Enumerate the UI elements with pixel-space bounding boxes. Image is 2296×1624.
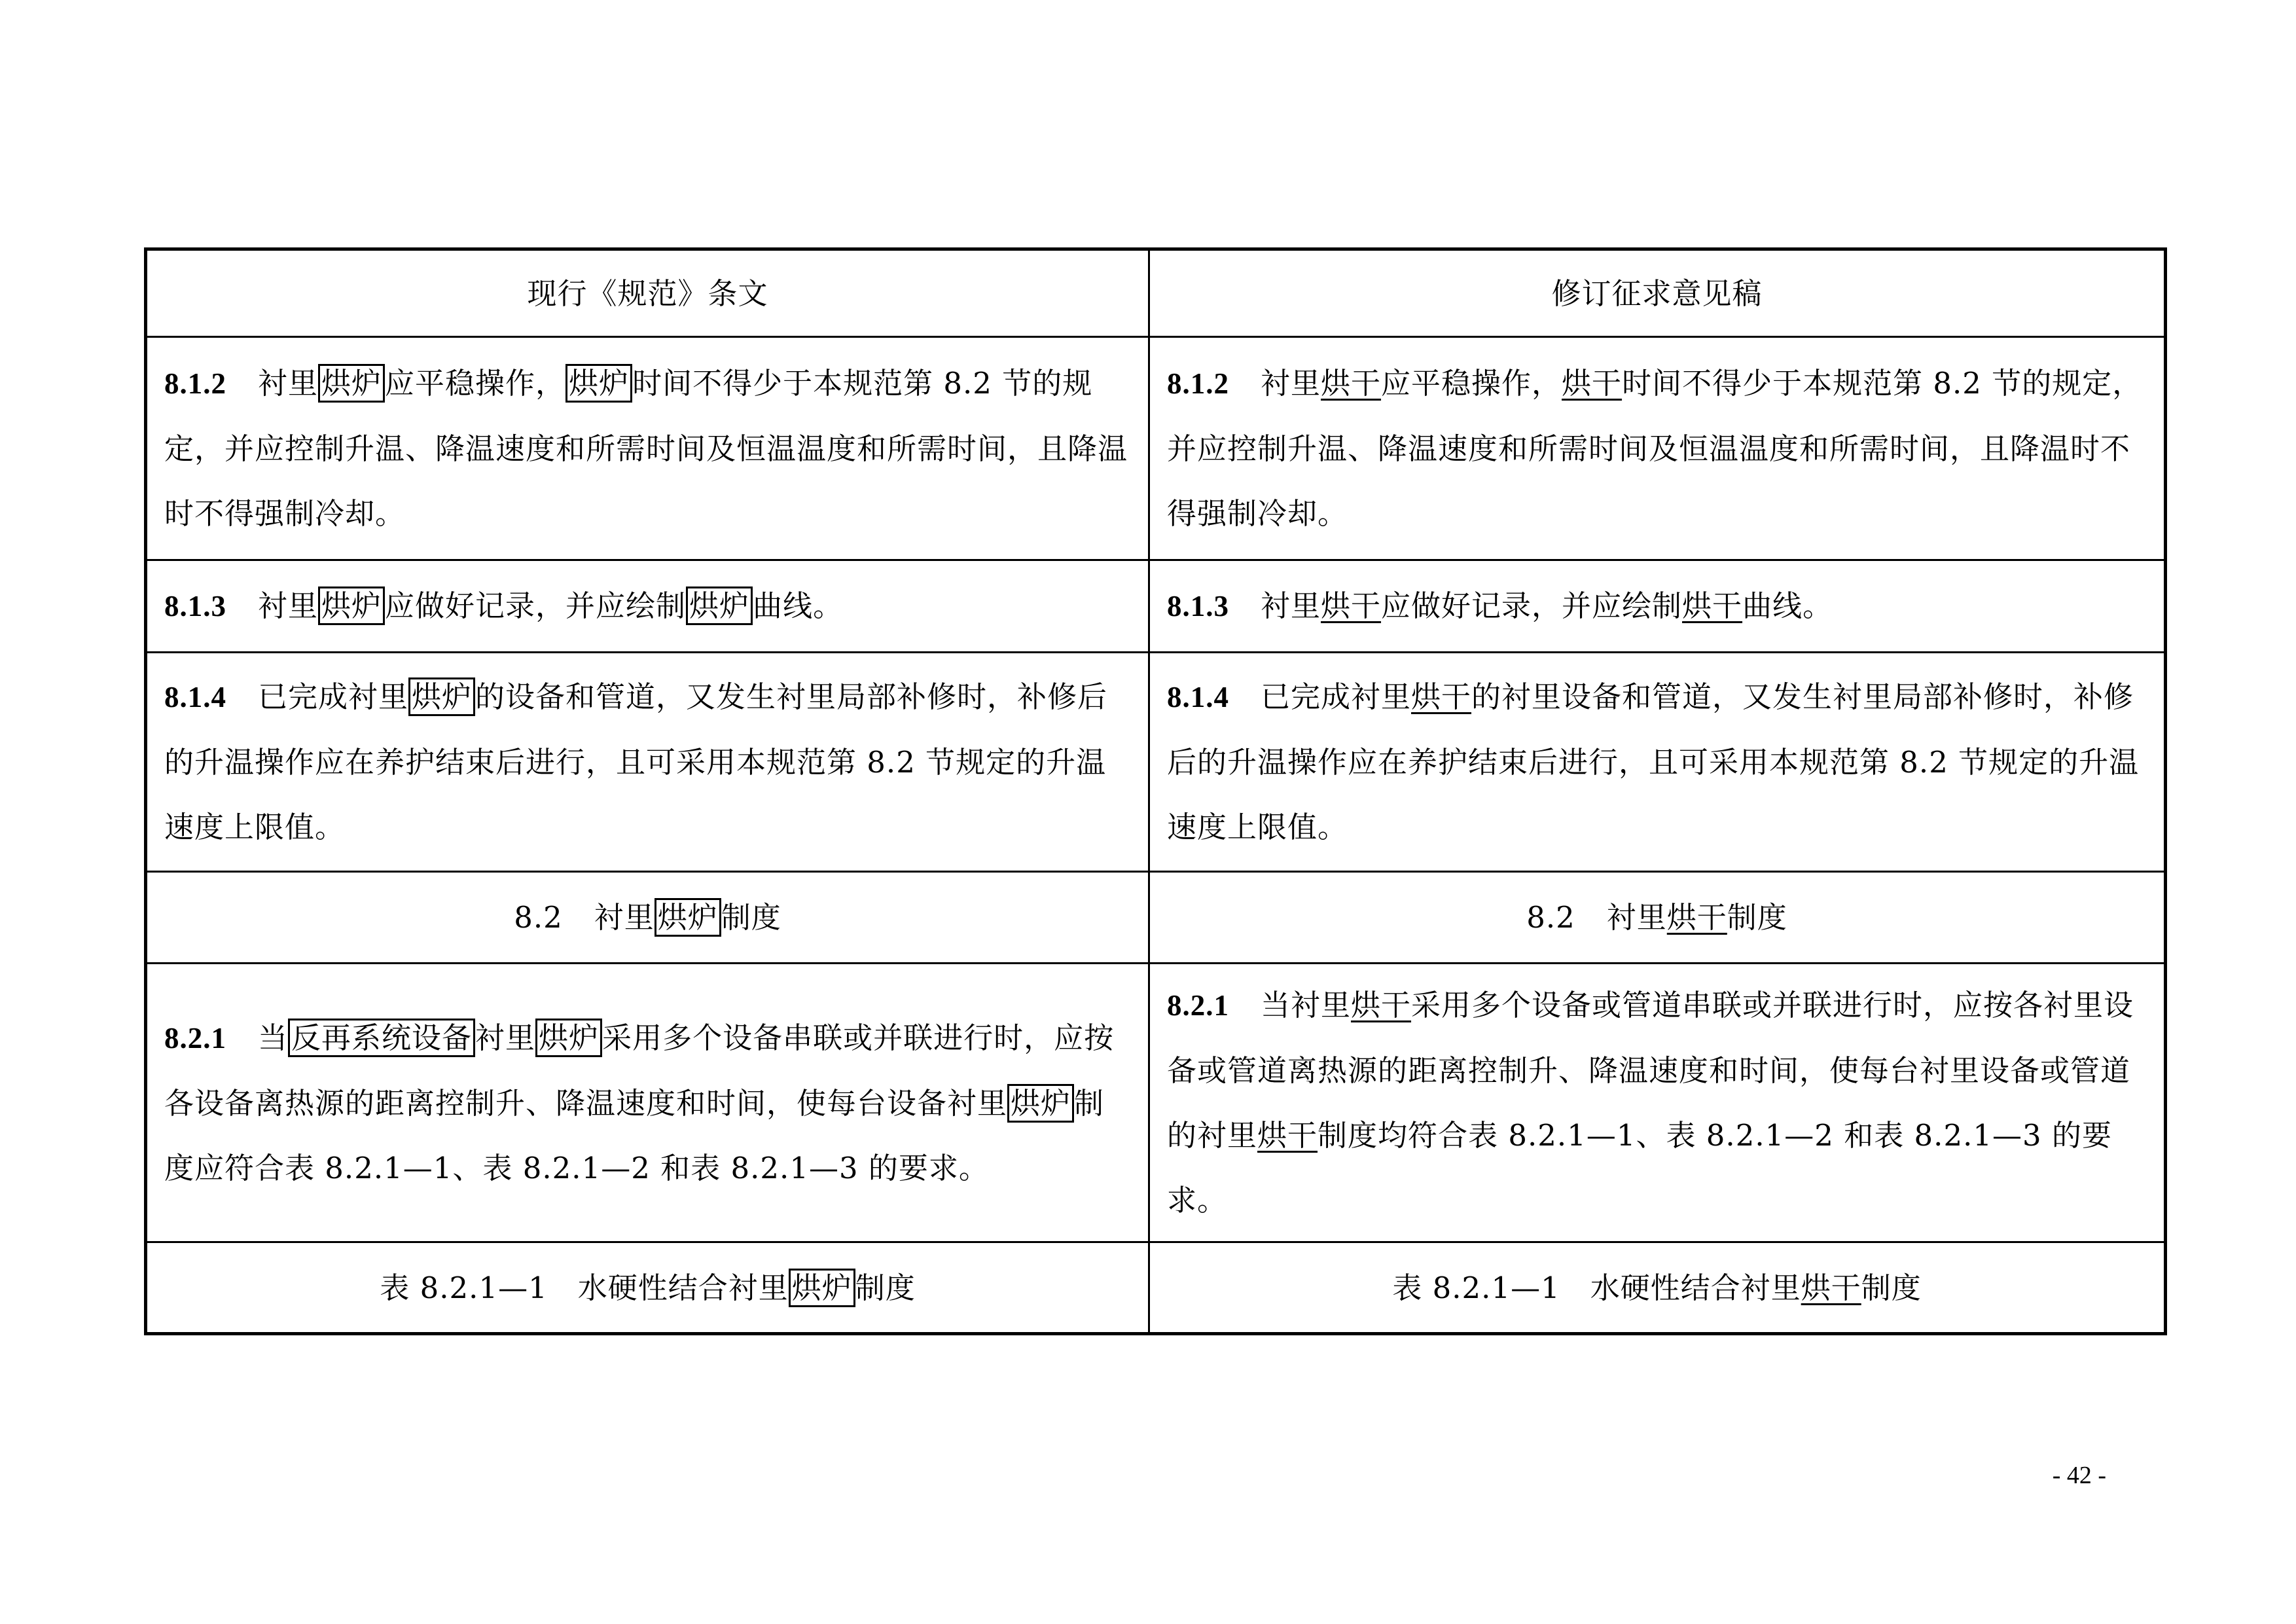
section-heading-revised bbox=[1149, 872, 2166, 964]
text-run: 制度应符合表 8.2.1—1、表 8.2.1—2 和表 8.2.1—3 的要求。 bbox=[164, 1085, 1105, 1185]
comparison-table bbox=[144, 247, 2167, 1335]
deleted-term: 烘炉 bbox=[318, 364, 385, 403]
clause-number: 8.1.4 bbox=[1167, 681, 1229, 713]
deleted-term: 烘炉 bbox=[655, 898, 721, 937]
text-run: 衬里 bbox=[594, 900, 655, 935]
text-run: 采用多个设备串联或并联进行时，应按各设备离热源的距离控制升、降温速度和时间，使每台设备衬里 bbox=[164, 1020, 1115, 1121]
text-run: 曲线。 bbox=[1742, 588, 1833, 623]
section-number: 8.2 bbox=[1526, 900, 1575, 935]
section-number: 8.2 bbox=[514, 900, 563, 935]
inserted-term: 烘干 bbox=[1257, 1118, 1318, 1153]
clause-number: 8.1.2 bbox=[164, 367, 226, 400]
text-run: 应做好记录，并应绘制 bbox=[1381, 588, 1683, 623]
clause-row-8-1-4 bbox=[146, 653, 2166, 872]
inserted-term: 烘干 bbox=[1562, 366, 1623, 401]
text-run: 制度 bbox=[1861, 1270, 1922, 1305]
clause-number: 8.1.4 bbox=[164, 681, 226, 713]
clause-number: 8.1.3 bbox=[1167, 590, 1229, 623]
text-run: 制度 bbox=[1727, 900, 1787, 935]
inserted-term: 烘干 bbox=[1682, 588, 1743, 623]
clause-current-cell bbox=[146, 560, 1149, 653]
clause-row-8-1-3 bbox=[146, 560, 2166, 653]
deleted-term: 反再系统设备 bbox=[288, 1019, 475, 1057]
text-run: 衬里 bbox=[258, 366, 319, 401]
page-number: - 42 - bbox=[2052, 1462, 2106, 1489]
text-run: 衬里 bbox=[1606, 900, 1667, 935]
clause-current-cell bbox=[146, 653, 1149, 872]
text-run: 衬里 bbox=[1261, 588, 1321, 623]
clause-revised-cell bbox=[1149, 337, 2166, 560]
text-run: 衬里 bbox=[1261, 366, 1321, 401]
clause-row-8-1-2 bbox=[146, 337, 2166, 560]
text-run: 制度 bbox=[721, 900, 781, 935]
text-run: 应平稳操作， bbox=[385, 366, 566, 401]
text-run: 制度均符合表 8.2.1—1、表 8.2.1—2 和表 8.2.1—3 的要求。 bbox=[1167, 1118, 2112, 1218]
table-caption-current bbox=[146, 1242, 1149, 1334]
inserted-term: 烘干 bbox=[1321, 366, 1382, 401]
text-run: 时间不得少于本规范第 8.2 节的规定，并应控制升温、降温速度和所需时间及恒温温度和所需时间，且降温时不得强制冷却。 bbox=[1167, 366, 2143, 531]
table-header-row bbox=[146, 249, 2166, 337]
clause-number: 8.1.2 bbox=[1167, 367, 1229, 400]
clause-number: 8.2.1 bbox=[164, 1021, 226, 1055]
section-row-8-2 bbox=[146, 872, 2166, 964]
text-run: 时间不得少于本规范第 8.2 节的规定，并应控制升温、降温速度和所需时间及恒温温度和所需时间，且降温时不得强制冷却。 bbox=[164, 366, 1128, 531]
inserted-term: 烘干 bbox=[1321, 588, 1382, 623]
text-run: 的设备和管道，又发生衬里局部补修时，补修后的升温操作应在养护结束后进行，且可采用本规范第 8.2 节规定的升温速度上限值。 bbox=[164, 679, 1108, 844]
text-run: 曲线。 bbox=[753, 588, 844, 623]
inserted-term: 烘干 bbox=[1666, 900, 1727, 935]
deleted-term: 烘炉 bbox=[408, 677, 475, 716]
deleted-term: 烘炉 bbox=[1007, 1084, 1074, 1123]
clause-number: 8.1.3 bbox=[164, 590, 226, 623]
clause-current-cell bbox=[146, 337, 1149, 560]
clause-revised-cell bbox=[1149, 560, 2166, 653]
table-caption-row bbox=[146, 1242, 2166, 1334]
text-run: 的衬里设备和管道，又发生衬里局部补修时，补修后的升温操作应在养护结束后进行，且可采用本规范第 8.2 节规定的升温速度上限值。 bbox=[1167, 679, 2140, 844]
table-caption-revised bbox=[1149, 1242, 2166, 1334]
text-run: 应平稳操作， bbox=[1381, 366, 1562, 401]
clause-current-cell bbox=[146, 964, 1149, 1242]
text-run: 采用多个设备或管道串联或并联进行时，应按各衬里设备或管道离热源的距离控制升、降温速度和时间，使每台衬里设备或管道的衬里 bbox=[1167, 988, 2134, 1153]
text-run: 已完成衬里 bbox=[258, 679, 409, 714]
section-heading-current bbox=[146, 872, 1149, 964]
inserted-term: 烘干 bbox=[1351, 988, 1412, 1022]
header-current-code: 现行《规范》条文 bbox=[146, 249, 1149, 337]
inserted-term: 烘干 bbox=[1411, 679, 1472, 714]
deleted-term: 烘炉 bbox=[565, 364, 632, 403]
text-run: 当衬里 bbox=[1261, 988, 1352, 1022]
deleted-term: 烘炉 bbox=[535, 1019, 602, 1057]
header-revision-draft: 修订征求意见稿 bbox=[1149, 249, 2166, 337]
deleted-term: 烘炉 bbox=[318, 586, 385, 625]
inserted-term: 烘干 bbox=[1801, 1270, 1861, 1305]
text-run: 已完成衬里 bbox=[1261, 679, 1412, 714]
text-run: 当 bbox=[258, 1020, 289, 1055]
text-run: 衬里 bbox=[258, 588, 319, 623]
deleted-term: 烘炉 bbox=[686, 586, 753, 625]
clause-revised-cell bbox=[1149, 964, 2166, 1242]
text-run: 表 8.2.1—1 水硬性结合衬里 bbox=[1392, 1270, 1801, 1305]
text-run: 应做好记录，并应绘制 bbox=[385, 588, 687, 623]
clause-row-8-2-1 bbox=[146, 964, 2166, 1242]
text-run: 衬里 bbox=[475, 1020, 536, 1055]
clause-number: 8.2.1 bbox=[1167, 989, 1229, 1022]
deleted-term: 烘炉 bbox=[789, 1269, 855, 1307]
text-run: 制度 bbox=[855, 1270, 916, 1305]
clause-revised-cell bbox=[1149, 653, 2166, 872]
text-run: 表 8.2.1—1 水硬性结合衬里 bbox=[380, 1270, 789, 1305]
